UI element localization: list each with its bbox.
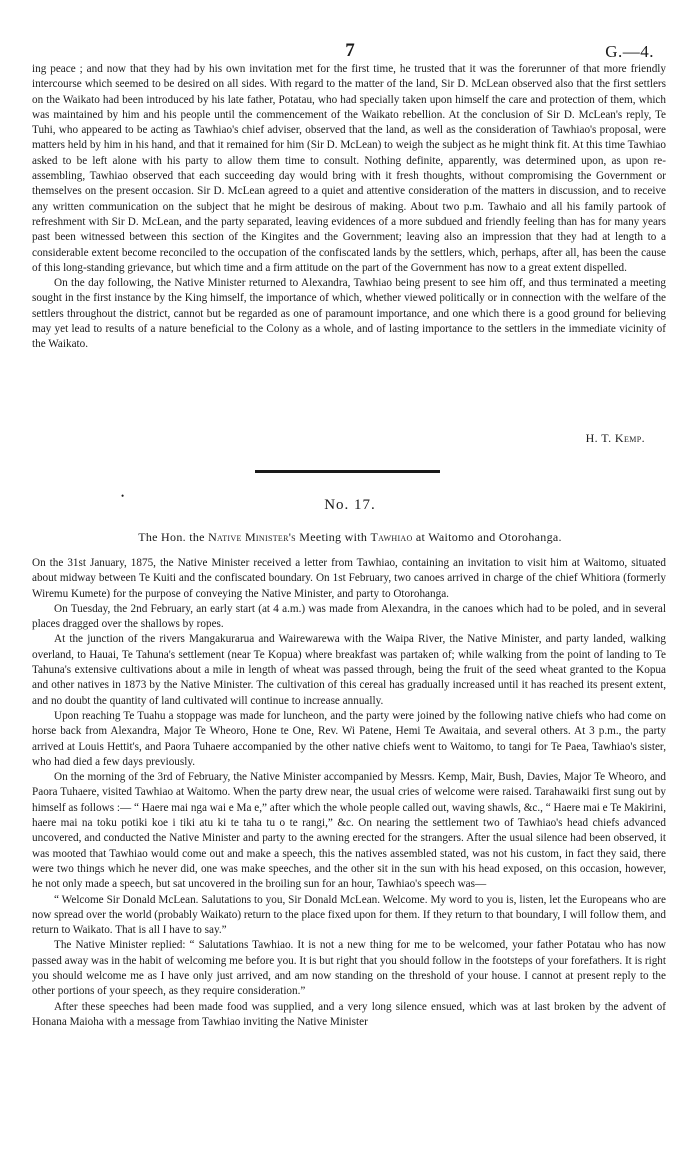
paragraph: Upon reaching Te Tuahu a stoppage was made for luncheon, and the party were joined by the following native chiefs who had come on horse back from Alexandra, Major Te Wheoro, Hone te One, Rev. Wi Patene, Hemi Te Awaitaia, and several others. At 3 p.m., the party arrived at Louis Hettit's, and Paora Tuhaere accompanied by the other native chiefs went to Waitomo, to tangi for Te Paea, Tawhiao's sister, who had died a few days previously. xyxy=(32,709,666,768)
document-reference: G.—4. xyxy=(605,42,654,61)
paragraph: On the morning of the 3rd of February, the Native Minister accompanied by Messrs. Kemp, Mair, Bush, Davies, Major Te Wheoro, and Paora Tuhaere, visited Tawhiao at Waitomo. When the party drew near, the usual cries of welcome were raised. Tarahawaiki first sung out by himself as follows :— “ Haere mai nga wai e Ma e,” after which the whole people called out, waving shawls, &c., “ Haere mai e Te Makirini, haere mai na toku potiki koe i tiki atu ki te taha tu o te rangi,” &c. On nearing the settlement two of Tawhiao's head chiefs advanced uncovered, and conducted the Native Minister and party to the awning erected for the strangers. After the usual silence had been observed, it was mooted that Tawhiao would come out and make a speech, this the natives assembled stated, was not his custom, in fact they said, there were two things which he never did, one was make speeches, and the other sit in the sun with his head exposed, on this occasion, however, he not only made a speech, but sat uncovered in the broiling sun for an hour, Tawhiao's speech was— xyxy=(32,771,666,891)
section-title xyxy=(0,530,700,545)
title-native-minister: Native Minister's xyxy=(208,530,296,544)
quote-paragraph: “ Welcome Sir Donald McLean. Salutations to you, Sir Donald McLean. Welcome. My word to you is, listen, let the Europeans who are now spread over the world (probably Waikato) return to the place fixed upon for them. If they return to that boundary, I will follow them, and return to Waikato. That is all I have to say.” xyxy=(32,893,666,937)
body-text-block xyxy=(32,556,666,1030)
bullet-mark-icon: • xyxy=(121,491,125,501)
paragraph: On the 31st January, 1875, the Native Minister received a letter from Tawhiao, containing an invitation to visit him at Waitomo, situated about midway between Te Kuiti and the confiscated boundary. On 1st February, two canoes arrived in charge of the chief Whitiora (formerly Wiremu Kumete) for the purpose of conveying the Native Minister, and party to Otorohanga. xyxy=(32,557,666,600)
title-tawhiao: Tawhiao xyxy=(370,530,413,544)
intro-text-block xyxy=(32,62,666,353)
section-divider xyxy=(255,470,440,473)
paragraph: On Tuesday, the 2nd February, an early start (at 4 a.m.) was made from Alexandra, in the canoes which had to be poled, and in several places dragged over the shallows by ropes. xyxy=(32,602,666,631)
paragraph: At the junction of the rivers Mangakurarua and Wairewarewa with the Waipa River, the Native Minister, and party landed, walking overland, to Hauai, Te Tahuna's settlement (near Te Kopua) where breakfast was partaken of; while walking from the point of landing to Te Tahuna's extensive cultivations about a mile in length of wheat was passed through, being the fruit of the seed wheat granted to the Kopua and other natives in 1873 by the Native Minister. The cultivation of this cereal has gradually increased until it has reached its present extent, and no doubt the quantity of land cultivated will continue to increase annually. xyxy=(32,633,666,707)
paragraph: After these speeches had been made food was supplied, and a very long silence ensued, which was at last broken by the advent of Honana Maioha with a message from Tawhiao inviting the Native Minister xyxy=(32,1000,666,1028)
title-prefix: The Hon. the xyxy=(138,530,209,544)
paragraph: On the day following, the Native Minister returned to Alexandra, Tawhiao being present to see him off, and thus terminated a meeting sought in the first instance by the King himself, the importance of which, whether viewed politically or in connection with the welfare of the settlers throughout the district, cannot but be regarded as one of paramount importance, and one which there is a good ground for believing may yet lead to results of a nature beneficial to the Colony as a whole, and of lasting importance to the settlers in the immediate vicinity of the Waikato. xyxy=(32,277,666,351)
title-suffix: at Waitomo and Otorohanga. xyxy=(412,530,562,544)
paragraph: ing peace ; and now that they had by his own invitation met for the first time, he trusted that it was the forerunner of that more friendly intercourse which seemed to be desired on all sides. With regard to the matter of the land, Sir D. McLean observed also that the first settlers on the Waikato had been introduced by his late father, Potatau, who had specially taken upon himself the care and protection of them, which was maintained by him and his people until the commencement of the Waikato rebellion. At the conclusion of Sir D. McLean's reply, Te Tuhi, who appeared to be acting as Tawhiao's chief adviser, observed that the land, as well as the consideration of Tawhiao's proposal, were matters held by him in his hand, and that it remained for him (Sir D. McLean) to weigh the subject as he might think fit. At this time Tawhiao asked to be left alone with his party to allow them time to consult. Nothing definite, apparently, was determined upon, as upon re-assembling, Tawhiao observed that each succeeding day would bring with it fresh thoughts, without compromising the Government or themselves on the present occasion. Sir D. McLean agreed to a quiet and attentive consideration of the matters in discussion, and to receive any written communication on the subject that he might be desirous of making. About two p.m. Tawhaio and all his family partook of refreshment with Sir D. McLean, and the party separated, leaving evidences of a more subdued and friendly feeling than has for many years past been witnessed between this section of the Kingites and the Government; leaving also an impression that they had at length to a considerable extent become reconciled to the occupation of the confiscated lands by the settlers, which, perhaps, after all, has been the cause of this long-standing grievance, but which time and a firm attitude on the part of the Government has now to a great extent dispelled. xyxy=(32,63,666,274)
section-number: No. 17. xyxy=(324,497,376,513)
signature: H. T. Kemp. xyxy=(585,431,645,445)
title-mid: Meeting with xyxy=(295,530,371,544)
paragraph: The Native Minister replied: “ Salutations Tawhiao. It is not a new thing for me to be welcomed, your father Potatau who has now passed away was in the habit of welcoming me before you. It is but right that you should follow in the footsteps of your forefathers. It is right you should welcome me as I have only just arrived, and am now standing on the threshold of your house. I cannot at present reply to the other portions of your speech, as they require consideration.” xyxy=(32,939,666,998)
page-number: 7 xyxy=(345,40,355,61)
